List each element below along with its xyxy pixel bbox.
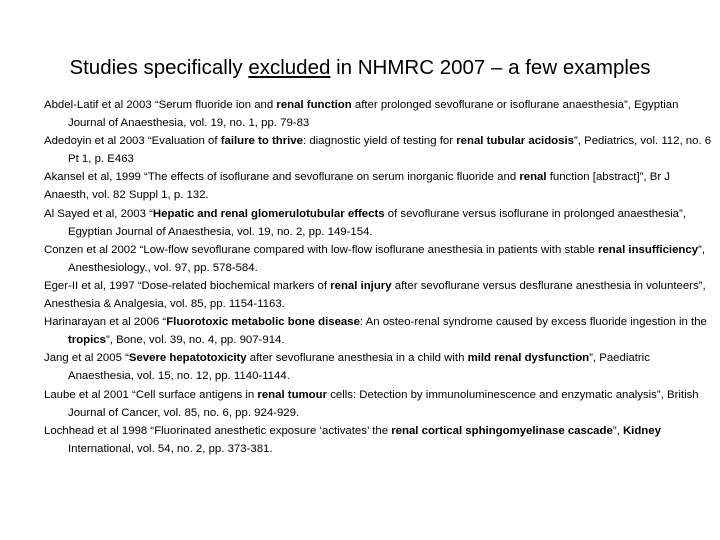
- reference-text: cells: Detection by immunoluminescence and enzymatic analysis”, British Journal of Cancer, vol. 85, no. 6, pp. 924-929.: [68, 388, 699, 419]
- reference-text: ”, Paediatric Anaesthesia, vol. 15, no. 12, pp. 1140-1144.: [68, 352, 650, 383]
- reference-text: Laube et al 2001 “Cell surface antigens in: [44, 388, 258, 401]
- reference-text: International, vol. 54, no. 2, pp. 373-381.: [68, 442, 273, 455]
- reference-highlight: renal tubular acidosis: [456, 135, 574, 148]
- reference-text: Jang et al 2005 “: [44, 352, 129, 365]
- reference-text: ”, Anesthesiology., vol. 97, pp. 578-584.: [68, 243, 706, 274]
- reference-text: after sevoflurane versus desflurane anesthesia in volunteers”, Anesthesia & Analgesia, vol. 85, pp. 1154-1163.: [44, 279, 706, 311]
- reference-text: after sevoflurane anesthesia in a child with: [246, 352, 468, 365]
- reference-highlight: mild renal dysfunction: [467, 352, 590, 365]
- reference-text: Conzen et al 2002 “Low-flow sevoflurane compared with low-flow isoflurane anesthesia in patients with stable: [44, 243, 599, 256]
- reference-text: function [abstract]”, Br J Anaesth, vol. 82 Suppl 1, p. 132.: [44, 171, 671, 202]
- reference-text: Akansel et al, 1999 “The effects of isoflurane and sevoflurane on serum inorganic fluoride and: [44, 171, 520, 184]
- reference-text: Eger-II et al, 1997 “Dose-related biochemical markers of: [44, 279, 331, 292]
- reference-text: : diagnostic yield of testing for: [302, 135, 457, 148]
- reference-entry: [44, 132, 712, 168]
- reference-highlight: failure to thrive: [220, 135, 303, 148]
- reference-text: ”,: [612, 424, 623, 437]
- reference-text: Abdel-Latif et al 2003 “Serum fluoride ion and: [44, 99, 277, 111]
- reference-entry: [44, 241, 712, 277]
- reference-text: Lochhead et al 1998 “Fluorinated anesthetic exposure ‘activates’ the: [44, 424, 392, 437]
- reference-entry: [44, 313, 712, 349]
- title-before: Studies specifically: [69, 56, 249, 79]
- reference-highlight: renal cortical sphingomyelinase cascade: [391, 424, 613, 437]
- reference-text: Adedoyin et al 2003 “Evaluation of: [44, 135, 221, 148]
- reference-highlight: tropics: [68, 334, 106, 347]
- reference-list: [44, 96, 712, 458]
- reference-highlight: renal insufficiency: [598, 243, 699, 256]
- reference-entry: [44, 96, 712, 132]
- reference-text: ”, Bone, vol. 39, no. 4, pp. 907-914.: [105, 334, 285, 347]
- reference-entry: [44, 349, 712, 385]
- reference-highlight: renal: [519, 171, 547, 184]
- reference-highlight: Hepatic and renal glomerulotubular effects: [152, 207, 385, 220]
- reference-text: Al Sayed et al, 2003 “: [44, 207, 153, 220]
- reference-highlight: renal function: [276, 99, 352, 111]
- reference-highlight: renal tumour: [257, 388, 328, 401]
- reference-text: after prolonged sevoflurane or isoflurane anaesthesia”, Egyptian Journal of Anaesthesia, vol. 19, no. 1, pp. 79-83: [68, 99, 679, 130]
- title-emphasis: excluded: [248, 56, 331, 79]
- reference-text: Harinarayan et al 2006 “: [44, 316, 167, 329]
- reference-entry: [44, 422, 712, 458]
- reference-text: of sevoflurane versus isoflurane in prolonged anaesthesia”, Egyptian Journal of Anaesthesia, vol. 19, no. 2, pp. 149-154.: [68, 207, 686, 238]
- reference-entry: [44, 277, 712, 313]
- reference-highlight: Severe hepatotoxicity: [128, 352, 247, 365]
- slide-title: [0, 54, 720, 82]
- reference-entry: [44, 205, 712, 241]
- reference-entry: [44, 168, 712, 204]
- title-after: in NHMRC 2007 – a few examples: [330, 56, 651, 79]
- reference-highlight: renal injury: [330, 279, 392, 292]
- reference-highlight: Fluorotoxic metabolic bone disease: [166, 316, 360, 329]
- reference-highlight: Kidney: [622, 424, 661, 437]
- reference-text: : An osteo-renal syndrome caused by excess fluoride ingestion in the: [359, 316, 707, 329]
- reference-entry: [44, 386, 712, 422]
- reference-text: ”, Pediatrics, vol. 112, no. 6 Pt 1, p. E463: [68, 135, 712, 166]
